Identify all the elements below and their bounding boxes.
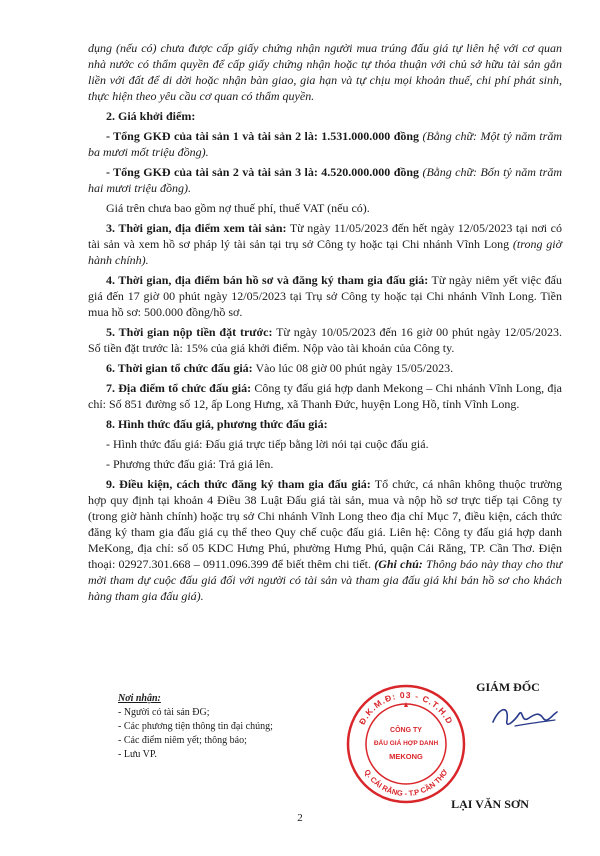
recipients-block: [106, 692, 346, 762]
paragraph-continuation: dụng (nếu có) chưa được cấp giấy chứng nhận người mua trúng đấu giá tự liên hệ với cơ quan nhà nước có thẩm quyền để cấp giấy chứng nhận hoặc tự thỏa thuận với chủ sở hữu tài sản gắn liền với đất để di dời hoặc nhận bàn giao, gia hạn và tự chịu mọi khoản thuế, chi phí phát sinh, thực hiện theo yêu cầu cơ quan có thẩm quyền.: [88, 41, 562, 103]
section-3: 3. Thời gian, địa điểm xem tài sản: Từ ngày 11/05/2023 đến hết ngày 12/05/2023 tại nơi có tài sản và xem hồ sơ pháp lý tài sản tại trụ sở Công ty hoặc tại Chi nhánh Vĩnh Long (trong giờ hành chính).: [88, 221, 562, 267]
section-2-item-b: - Tổng GKĐ của tài sản 2 và tài sản 3 là: 4.520.000.000 đồng (Bằng chữ: Bốn tỷ năm trăm hai mươi triệu đồng).: [88, 165, 562, 195]
seal-line3: MEKONG: [389, 752, 423, 761]
signer-name: LẠI VĂN SƠN: [451, 797, 529, 811]
seal-bottom-text: Q. CÁI RĂNG - T.P CẦN THƠ: [362, 767, 450, 799]
section-7: 7. Địa điểm tổ chức đấu giá: Công ty đấu giá hợp danh Mekong – Chi nhánh Vĩnh Long, địa chỉ: Số 851 đường số 12, ấp Long Hưng, xã Thanh Đức, huyện Long Hồ, tỉnh Vĩnh Long.: [88, 381, 562, 411]
section-5: 5. Thời gian nộp tiền đặt trước: Từ ngày 10/05/2023 đến 16 giờ 00 phút ngày 12/05/2023. Số tiền đặt trước là: 15% của giá khởi điểm. Nộp vào tài khoản của Công ty.: [88, 325, 562, 355]
recipient-item: - Người có tài sản ĐG;: [118, 707, 210, 718]
section-6: 6. Thời gian tổ chức đấu giá: Vào lúc 08 giờ 00 phút ngày 15/05/2023.: [106, 361, 454, 375]
section-8-item-b: - Phương thức đấu giá: Trả giá lên.: [106, 457, 274, 471]
recipient-item: - Các phương tiện thông tin đại chúng;: [118, 721, 273, 732]
company-seal: [344, 682, 468, 806]
page-number: 2: [297, 812, 303, 824]
seal-line2: ĐẤU GIÁ HỢP DANH: [373, 740, 439, 747]
svg-text:Đ.K.M.Đ: 03 - C.T.H.D: [357, 690, 455, 726]
section-2-note: Giá trên chưa bao gồm nợ thuế phí, thuế VAT (nếu có).: [106, 201, 370, 215]
recipient-item: - Lưu VP.: [118, 749, 157, 760]
recipient-item: - Các điểm niêm yết; thông báo;: [118, 735, 247, 746]
document-body: [88, 40, 562, 608]
section-9: 9. Điều kiện, cách thức đăng ký tham gia đấu giá: Tổ chức, cá nhân không thuộc trường hợp quy định tại khoản 4 Điều 38 Luật Đấu giá tài sản, mua và nộp hồ sơ trực tiếp tại Công ty (trong giờ hành chính) hoặc trụ sở Chi nhánh Vĩnh Long theo địa chỉ Mục 7, điều kiện, cách thức đăng ký tham gia đấu giá cụ thể theo Quy chế cuộc đấu giá. Liên hệ: Công ty đấu giá hợp danh MeKong, địa chỉ: số 05 KDC Hưng Phú, phường Hưng Phú, quận Cái Răng, TP. Cần Thơ. Điện thoại: 02927.301.668 – 0911.096.399 để biết thêm chi tiết. (Ghi chú: Thông báo này thay cho thư mời tham dự cuộc đấu giá đối với người có tài sản và tham gia đấu giá khi bán hồ sơ cho khách hàng tham gia đấu giá).: [88, 477, 563, 603]
recipients-title: Nơi nhận:: [118, 693, 161, 704]
section-2-item-a: - Tổng GKĐ của tài sản 1 và tài sản 2 là: 1.531.000.000 đồng (Bằng chữ: Một tỷ năm trăm ba mươi mốt triệu đồng).: [88, 129, 562, 159]
seal-ring-text: Đ.K.M.Đ: 03 - C.T.H.D: [356, 689, 456, 727]
section-4: 4. Thời gian, địa điểm bán hồ sơ và đăng ký tham gia đấu giá: Từ ngày niêm yết việc đấu giá đến 17 giờ 00 phút ngày 12/05/2023 tại Trụ sở Công ty hoặc tại Chi nhánh Vĩnh Long. Tiền mua hồ sơ: 500.000 đồng/hồ sơ.: [88, 273, 562, 319]
section-8-title: 8. Hình thức đấu giá, phương thức đấu giá:: [106, 417, 328, 431]
seal-line1: CÔNG TY: [390, 727, 422, 734]
handwritten-signature: [485, 690, 565, 740]
section-2-title: 2. Giá khởi điểm:: [106, 109, 196, 123]
signer-role: GIÁM ĐỐC: [476, 680, 540, 694]
section-8-item-a: - Hình thức đấu giá: Đấu giá trực tiếp bằng lời nói tại cuộc đấu giá.: [106, 437, 429, 451]
